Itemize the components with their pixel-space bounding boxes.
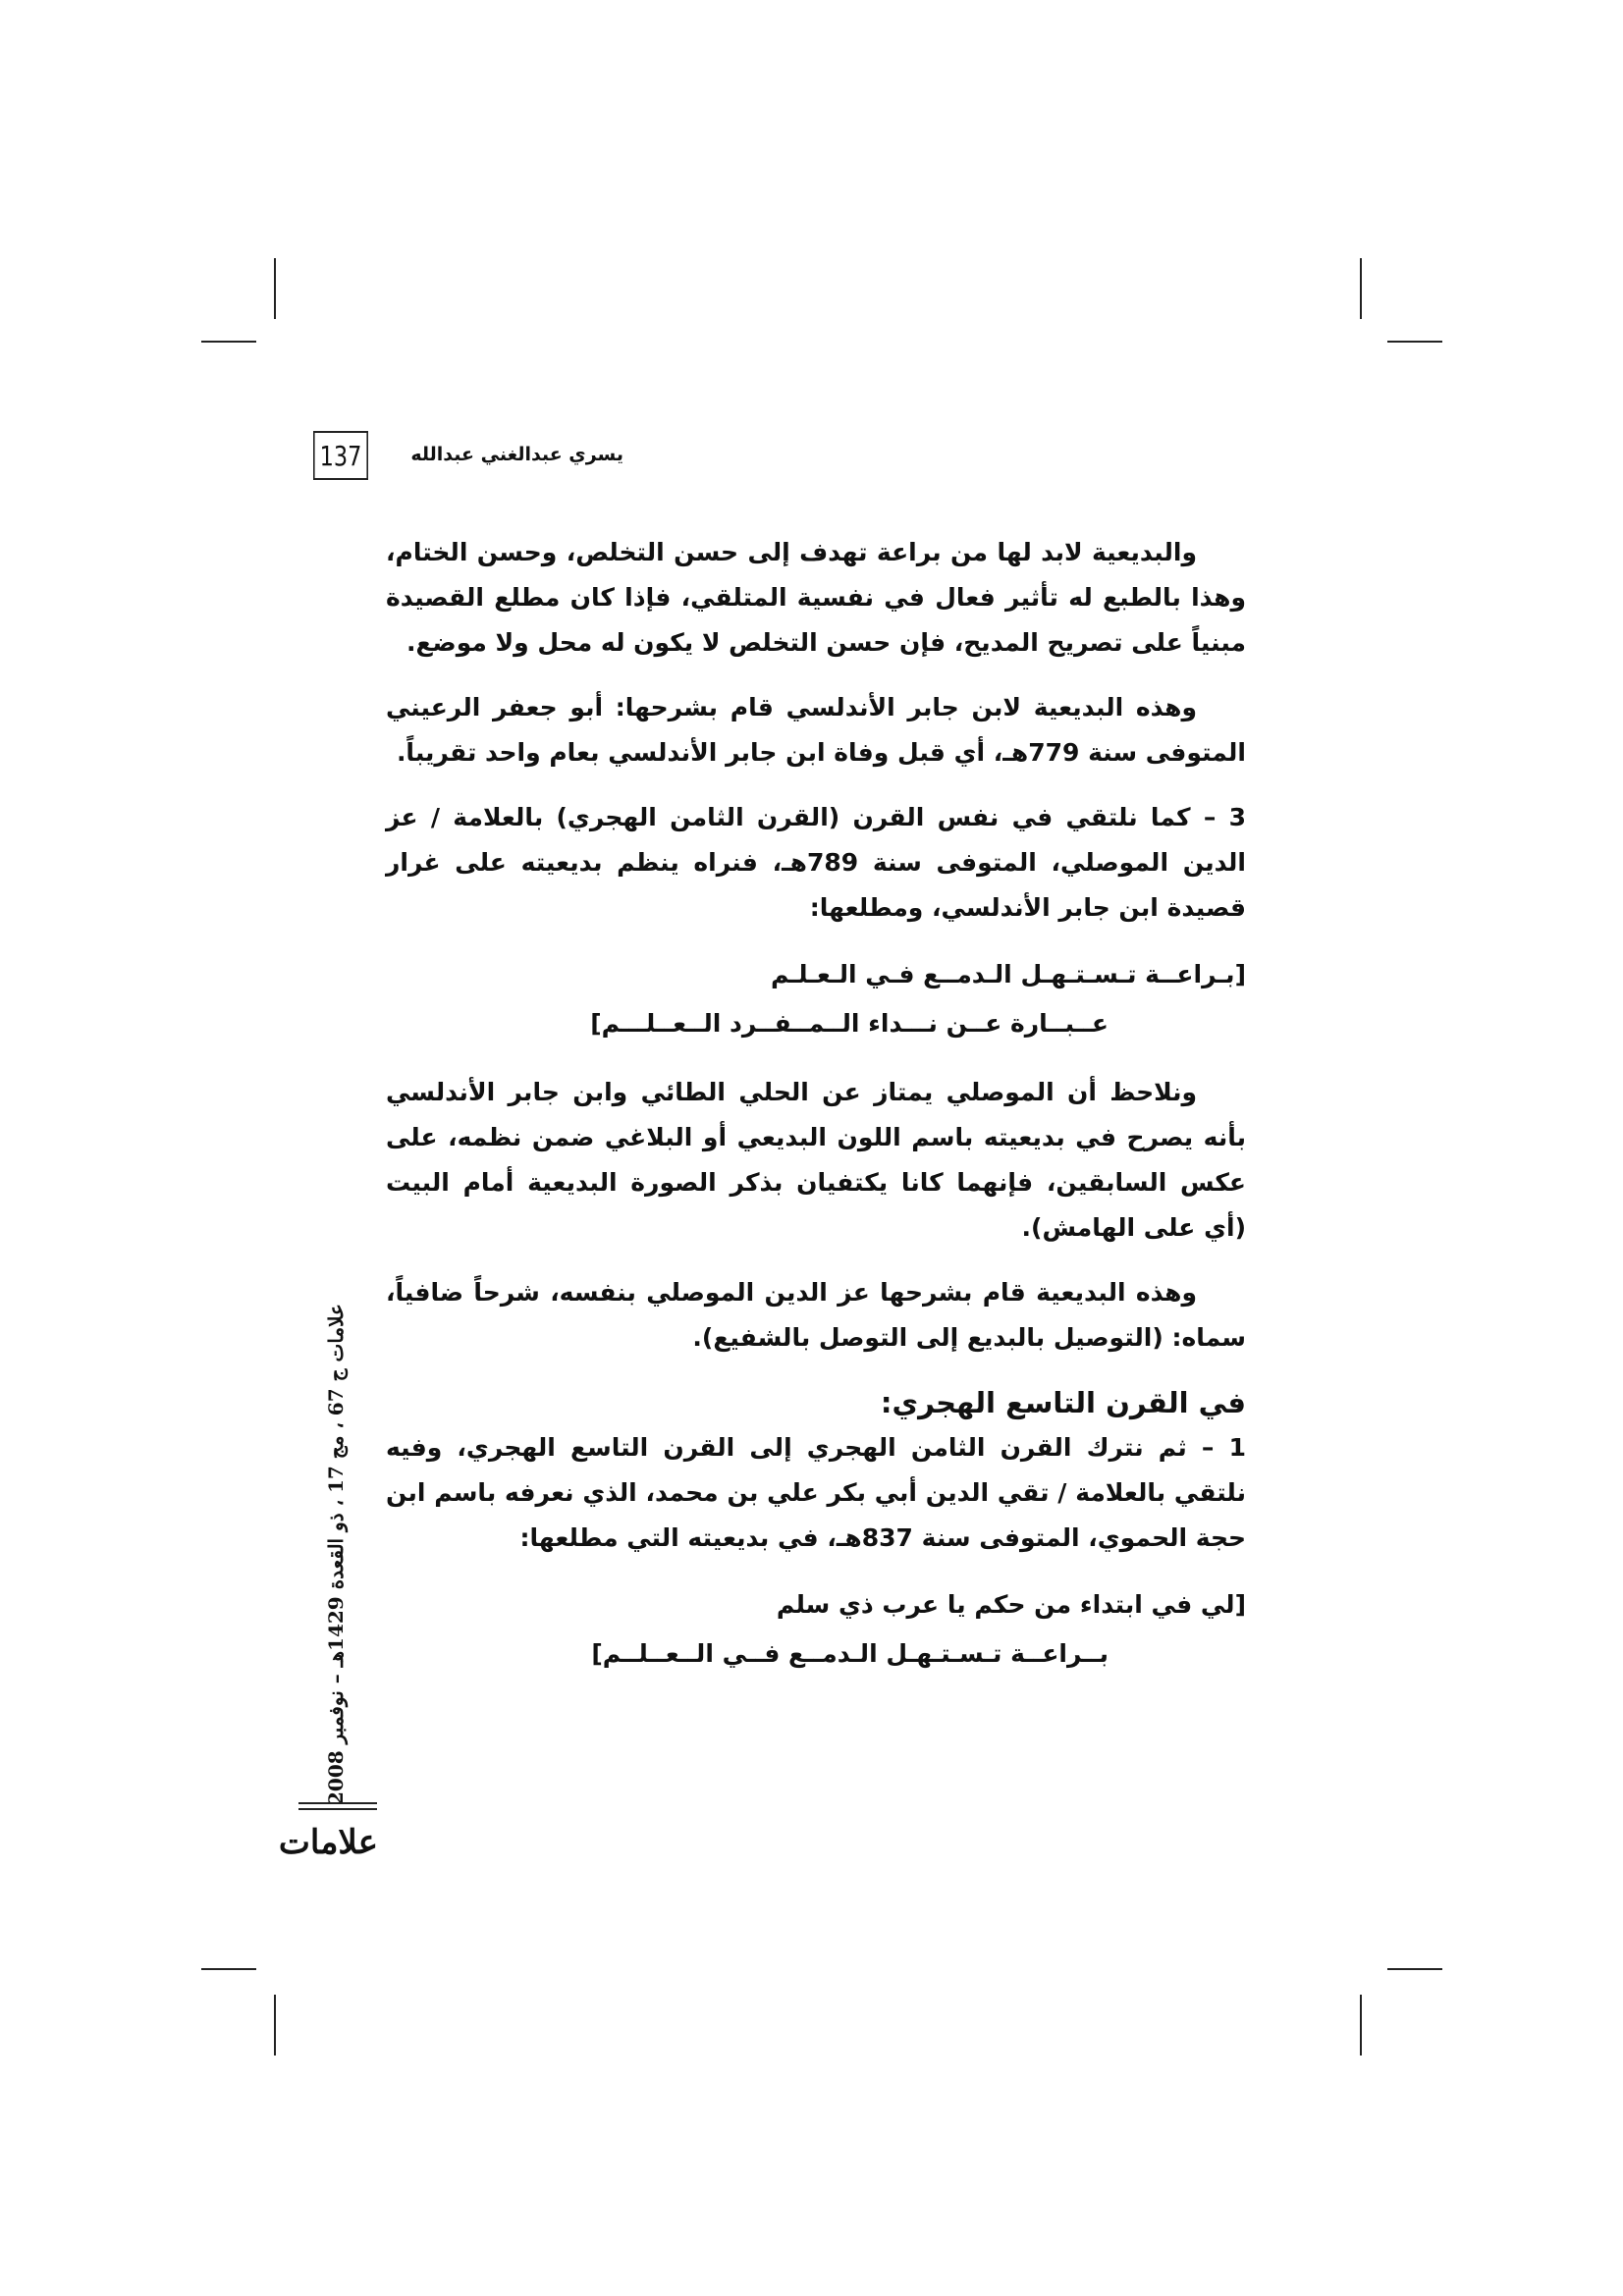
crop-mark-top-right-h xyxy=(1387,341,1442,343)
poem-line: [بـراعــة تـسـتـهـل الـدمــع فـي الـعـلـم xyxy=(771,960,1246,988)
crop-mark-bottom-left-h xyxy=(201,1968,256,1970)
paragraph-6: 1 – ثم نترك القرن الثامن الهجري إلى القرن التاسع الهجري، وفيه نلتقي بالعلامة / تقي الدين أبي بكر علي بن محمد، الذي نعرفه باسم ابن حجة الحموي، المتوفى سنة 837هـ، في بديعيته التي مطلعها: xyxy=(386,1433,1246,1552)
paragraph-2: وهذه البديعية لابن جابر الأندلسي قام بشرحها: أبو جعفر الرعيني المتوفى سنة 779هـ، أي قبل وفاة ابن جابر الأندلسي بعام واحد تقريباً. xyxy=(386,693,1246,767)
crop-mark-top-right-v xyxy=(1360,258,1362,319)
crop-mark-top-left-v xyxy=(274,258,276,319)
page-number-box: 137 xyxy=(313,431,368,480)
crop-mark-top-left-h xyxy=(201,341,256,343)
crop-mark-bottom-right-v xyxy=(1360,1995,1362,2056)
side-journal-caption: علامات ج 67 ، مج 17 ، ذو القعدة 1429هـ – نوفمبر 2008 xyxy=(324,1304,348,1805)
poem-line: [لي في ابتداء من حكم يا عرب ذي سلم xyxy=(776,1590,1246,1619)
poem-line: عــبــارة عــن نـــداء الــمــفــرد الــعــلـــم] xyxy=(590,1009,1109,1038)
poem-line: بــراعــة تـسـتـهـل الـدمــع فــي الــعــلــم] xyxy=(591,1639,1109,1668)
journal-logo: علامات xyxy=(278,1823,378,1862)
double-rule xyxy=(298,1802,377,1810)
crop-mark-bottom-right-h xyxy=(1387,1968,1442,1970)
body-text xyxy=(386,530,1246,1679)
paragraph-5: وهذه البديعية قام بشرحها عز الدين الموصلي بنفسه، شرحاً ضافياً، سماه: (التوصيل بالبديع إلى التوصل بالشفيع). xyxy=(386,1278,1246,1352)
paragraph-4: ونلاحظ أن الموصلي يمتاز عن الحلي الطائي وابن جابر الأندلسي بأنه يصرح في بديعيته باسم اللون البديعي أو البلاغي ضمن نظمه، على عكس السابقين، فإنهما كانا يكتفيان بذكر الصورة البديعية أمام البيت (أي على الهامش). xyxy=(386,1078,1246,1242)
paragraph-1: والبديعية لابد لها من براعة تهدف إلى حسن التخلص، وحسن الختام، وهذا بالطبع له تأثير فعال في نفسية المتلقي، فإذا كان مطلع القصيدة مبنياً على تصريح المديح، فإن حسن التخلص لا يكون له محل ولا موضع. xyxy=(386,538,1246,657)
author-name: يسري عبدالغني عبدالله xyxy=(410,444,623,465)
crop-mark-bottom-left-v xyxy=(274,1995,276,2056)
section-heading: في القرن التاسع الهجري: xyxy=(880,1386,1246,1419)
paragraph-3: 3 – كما نلتقي في نفس القرن (القرن الثامن الهجري) بالعلامة / عز الدين الموصلي، المتوفى سنة 789هـ، فنراه ينظم بديعيته على غرار قصيدة ابن جابر الأندلسي، ومطلعها: xyxy=(386,803,1246,922)
